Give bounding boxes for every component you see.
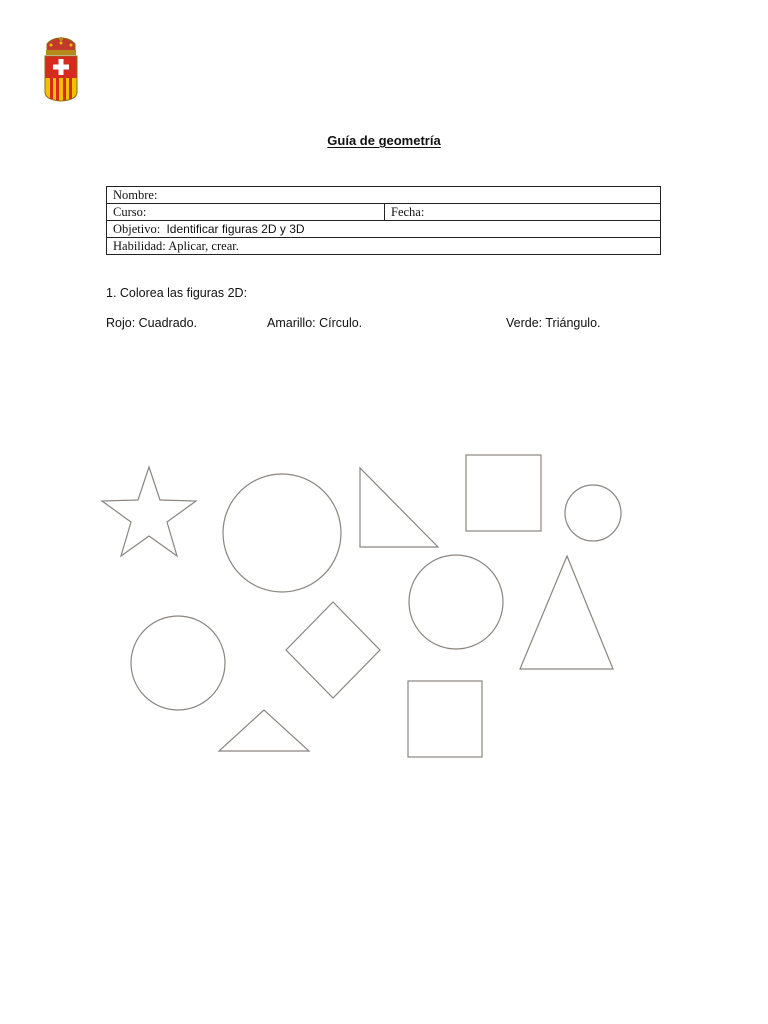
triangle-shape-small[interactable]	[219, 710, 309, 751]
page-title: Guía de geometría	[327, 133, 441, 148]
nombre-field[interactable]	[107, 187, 661, 204]
circle-shape-middle[interactable]	[409, 555, 503, 649]
fecha-label: Fecha:	[391, 205, 425, 219]
circle-shape-large[interactable]	[223, 474, 341, 592]
curso-field[interactable]	[107, 204, 385, 221]
legend-amarillo: Amarillo: Círculo.	[267, 316, 363, 330]
nombre-label: Nombre:	[113, 188, 158, 202]
question-1-text: 1. Colorea las figuras 2D:	[106, 286, 248, 300]
right-triangle-shape[interactable]	[360, 468, 438, 547]
shapes-worksheet	[0, 440, 768, 780]
legend-verde: Verde: Triángulo.	[506, 316, 601, 330]
student-info-table	[106, 186, 661, 255]
fecha-field[interactable]	[385, 204, 661, 221]
habilidad-value: Aplicar, crear.	[168, 239, 239, 253]
coat-of-arms-icon	[42, 36, 80, 102]
circle-shape-small[interactable]	[565, 485, 621, 541]
circle-shape-left[interactable]	[131, 616, 225, 710]
habilidad-row	[107, 238, 661, 255]
curso-label: Curso:	[113, 205, 147, 219]
objetivo-value: Identificar figuras 2D y 3D	[166, 222, 305, 236]
diamond-shape[interactable]	[286, 602, 380, 698]
habilidad-label: Habilidad:	[113, 239, 166, 253]
legend-rojo: Rojo: Cuadrado.	[106, 316, 198, 330]
square-shape-top[interactable]	[466, 455, 541, 531]
square-shape-bottom[interactable]	[408, 681, 482, 757]
star-shape[interactable]	[102, 467, 196, 556]
triangle-shape-tall[interactable]	[520, 556, 613, 669]
objetivo-label: Objetivo:	[113, 222, 161, 236]
objetivo-row	[107, 221, 661, 238]
